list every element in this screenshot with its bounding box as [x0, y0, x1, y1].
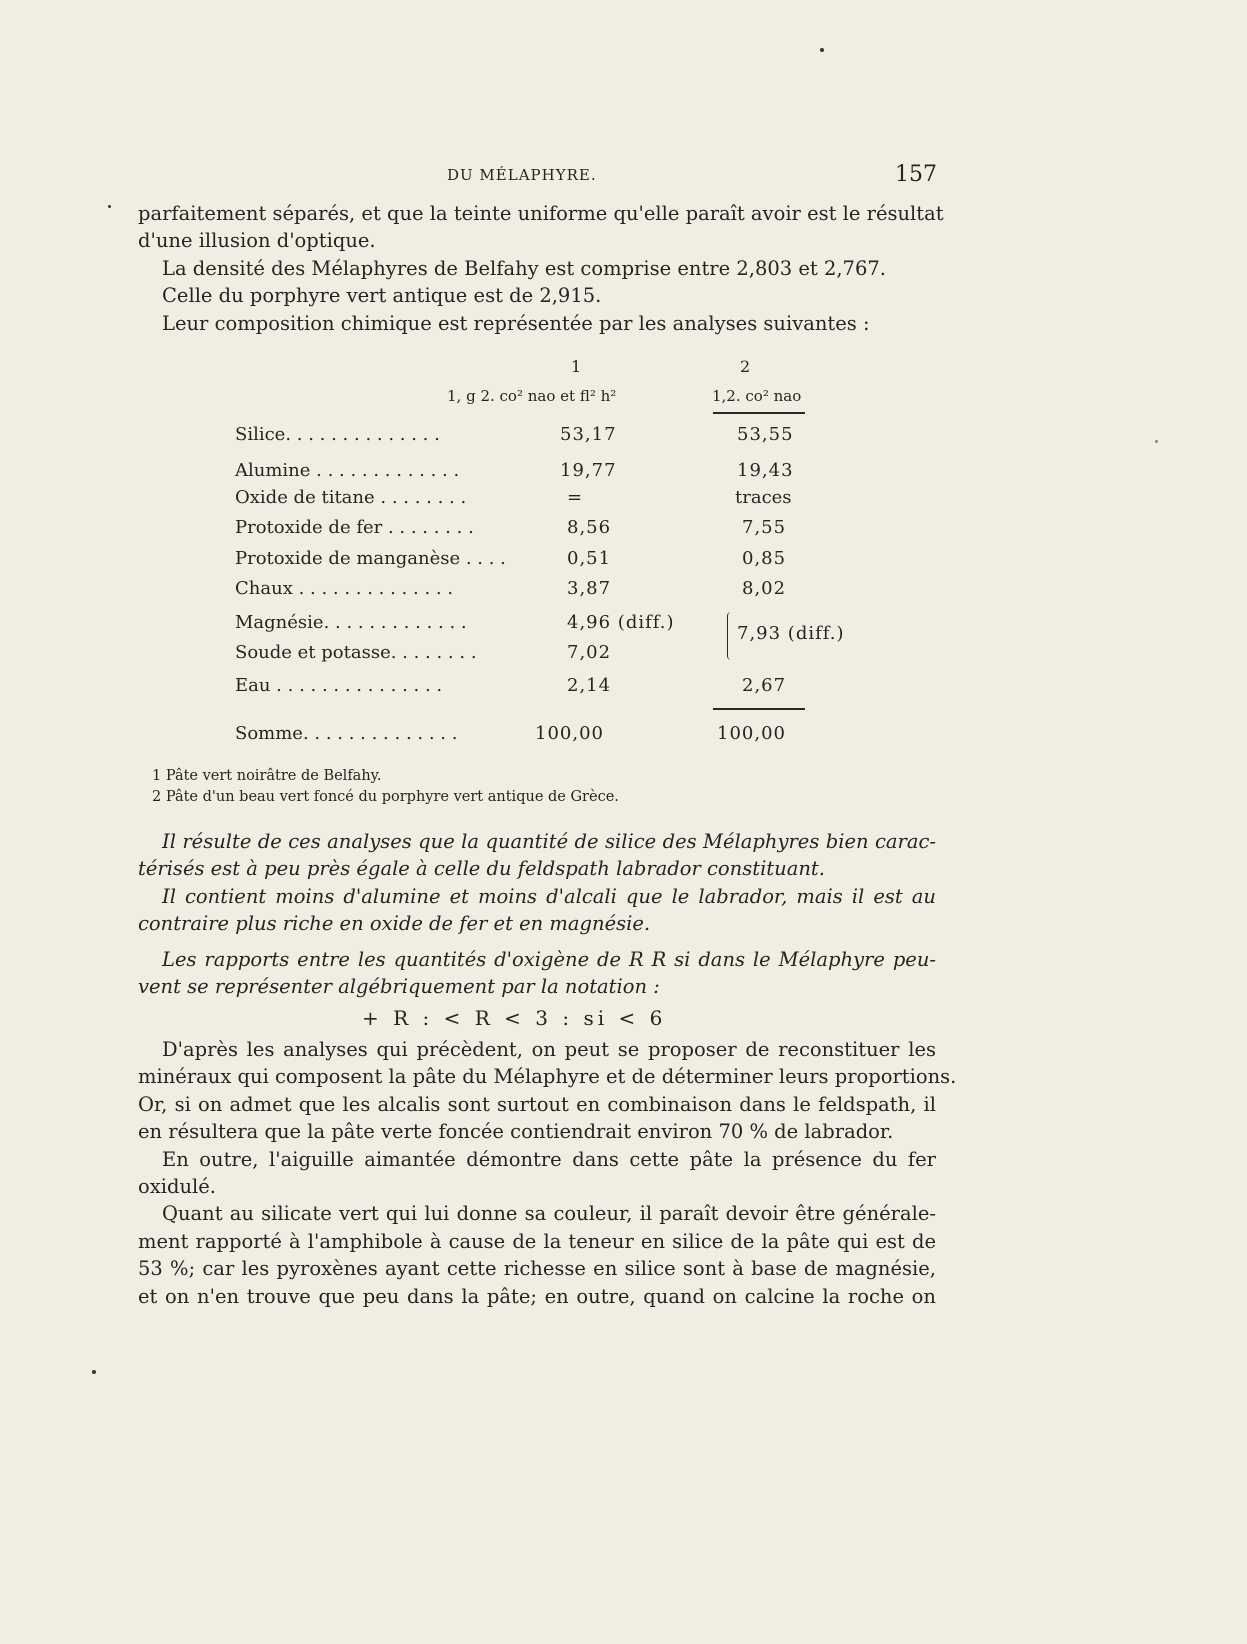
value-col-1: 3,87 — [567, 578, 612, 599]
text-line: Les rapports entre les quantités d'oxigène de R R si dans le Mélaphyre peu- — [162, 948, 936, 971]
text-line: Quant au silicate vert qui lui donne sa couleur, il paraît devoir être générale- — [162, 1202, 936, 1226]
text-line: parfaitement séparés, et que la teinte uniforme qu'elle paraît avoir est le résultat — [138, 202, 944, 225]
table-row — [235, 487, 835, 511]
footnote: 2 Pâte d'un beau vert foncé du porphyre vert antique de Grèce. — [152, 789, 619, 805]
text-line: La densité des Mélaphyres de Belfahy est comprise entre 2,803 et 2,767. — [162, 256, 886, 280]
row-label: Protoxide de fer . . . . . . . . — [235, 517, 474, 538]
value-col-1: 8,56 — [567, 517, 612, 538]
text-line: en résultera que la pâte verte foncée contiendrait environ 70 % de labrador. — [138, 1120, 894, 1144]
formula: + R : < R < 3 : si < 6 — [362, 1006, 667, 1030]
row-label: Silice. . . . . . . . . . . . . . — [235, 424, 440, 445]
column-number-1: 1 — [571, 357, 582, 376]
value-col-2: 100,00 — [717, 723, 786, 744]
column-subheader-2: 1,2. co² nao — [712, 387, 802, 405]
table-row — [235, 675, 835, 699]
text-line: et on n'en trouve que peu dans la pâte; en outre, quand on calcine la roche on — [138, 1284, 936, 1308]
value-col-2: 7,55 — [742, 517, 787, 538]
text-line: térisés est à peu près égale à celle du feldspath labrador constituant. — [138, 857, 825, 881]
row-label: Eau . . . . . . . . . . . . . . . — [235, 675, 443, 696]
table-row — [235, 548, 835, 572]
column-rule — [713, 412, 805, 414]
value-col-2: traces — [735, 487, 792, 508]
table-row-total — [235, 723, 835, 747]
paper-speck — [1155, 440, 1158, 443]
row-label: Soude et potasse. . . . . . . . — [235, 642, 477, 663]
text-line: ment rapporté à l'amphibole à cause de la teneur en silice de la pâte qui est de — [138, 1229, 936, 1253]
text-line: minéraux qui composent la pâte du Mélaphyre et de déterminer leurs proportions. — [138, 1065, 957, 1089]
table-row — [235, 517, 835, 541]
table-row — [235, 578, 835, 602]
brace — [727, 612, 734, 660]
row-label: Oxide de titane . . . . . . . . — [235, 487, 467, 508]
paper-speck — [820, 48, 824, 52]
value-col-2: 53,55 — [737, 424, 794, 445]
value-col-2: 19,43 — [737, 460, 794, 481]
text-line: Il contient moins d'alumine et moins d'alcali que le labrador, mais il est au — [162, 884, 936, 908]
value-col-1: 4,96 (diff.) — [567, 612, 675, 633]
value-col-2: 8,02 — [742, 578, 787, 599]
row-label: Protoxide de manganèse . . . . — [235, 548, 506, 569]
row-label: Chaux . . . . . . . . . . . . . . — [235, 578, 454, 599]
italic-paragraph — [138, 828, 936, 938]
value-col-1: = — [567, 487, 584, 508]
footnotes — [152, 766, 619, 808]
text-line: 53 %; car les pyroxènes ayant cette richesse en silice sont à base de magnésie, — [138, 1257, 936, 1281]
body-paragraph — [138, 1036, 957, 1310]
total-rule — [713, 708, 805, 710]
row-label: Alumine . . . . . . . . . . . . . — [235, 460, 460, 481]
text-line: Or, si on admet que les alcalis sont surtout en combinaison dans le feldspath, il — [138, 1092, 936, 1116]
text-line: contraire plus riche en oxide de fer et en magnésie. — [138, 912, 651, 936]
text-line: oxidulé. — [138, 1175, 216, 1199]
value-col-1: 0,51 — [567, 548, 612, 569]
text-line: Leur composition chimique est représentée par les analyses suivantes : — [162, 311, 870, 335]
value-col-2: 2,67 — [742, 675, 787, 696]
value-col-1: 2,14 — [567, 675, 612, 696]
text-line: D'après les analyses qui précèdent, on peut se proposer de reconstituer les — [162, 1038, 936, 1061]
italic-paragraph — [138, 946, 936, 1001]
footnote: 1 Pâte vert noirâtre de Belfahy. — [152, 768, 382, 784]
value-col-2: 0,85 — [742, 548, 787, 569]
value-col-1: 7,02 — [567, 642, 612, 663]
column-subheader-1: 1, g 2. co² nao et fl² h² — [447, 387, 617, 405]
paper-speck — [108, 205, 111, 208]
running-title: DU MÉLAPHYRE. — [447, 166, 597, 184]
text-line: vent se représenter algébriquement par la notation : — [138, 975, 660, 999]
text-line: Celle du porphyre vert antique est de 2,915. — [162, 284, 602, 308]
running-head — [0, 162, 1247, 190]
value-col-1: 19,77 — [560, 460, 617, 481]
table-row — [235, 424, 835, 448]
value-col-1: 100,00 — [535, 723, 604, 744]
merged-value: 7,93 (diff.) — [737, 623, 845, 644]
text-line: Il résulte de ces analyses que la quantité de silice des Mélaphyres bien carac- — [162, 830, 936, 853]
column-number-2: 2 — [740, 357, 751, 376]
table-row — [235, 642, 835, 666]
value-col-1: 53,17 — [560, 424, 617, 445]
text-line: En outre, l'aiguille aimantée démontre dans cette pâte la présence du fer — [162, 1147, 936, 1171]
row-label: Magnésie. . . . . . . . . . . . . — [235, 612, 467, 633]
text-line: d'une illusion d'optique. — [138, 229, 376, 253]
page-number: 157 — [895, 162, 937, 187]
intro-paragraph — [138, 200, 944, 337]
row-label: Somme. . . . . . . . . . . . . . — [235, 723, 458, 744]
paper-speck — [92, 1370, 96, 1374]
table-row — [235, 460, 835, 484]
